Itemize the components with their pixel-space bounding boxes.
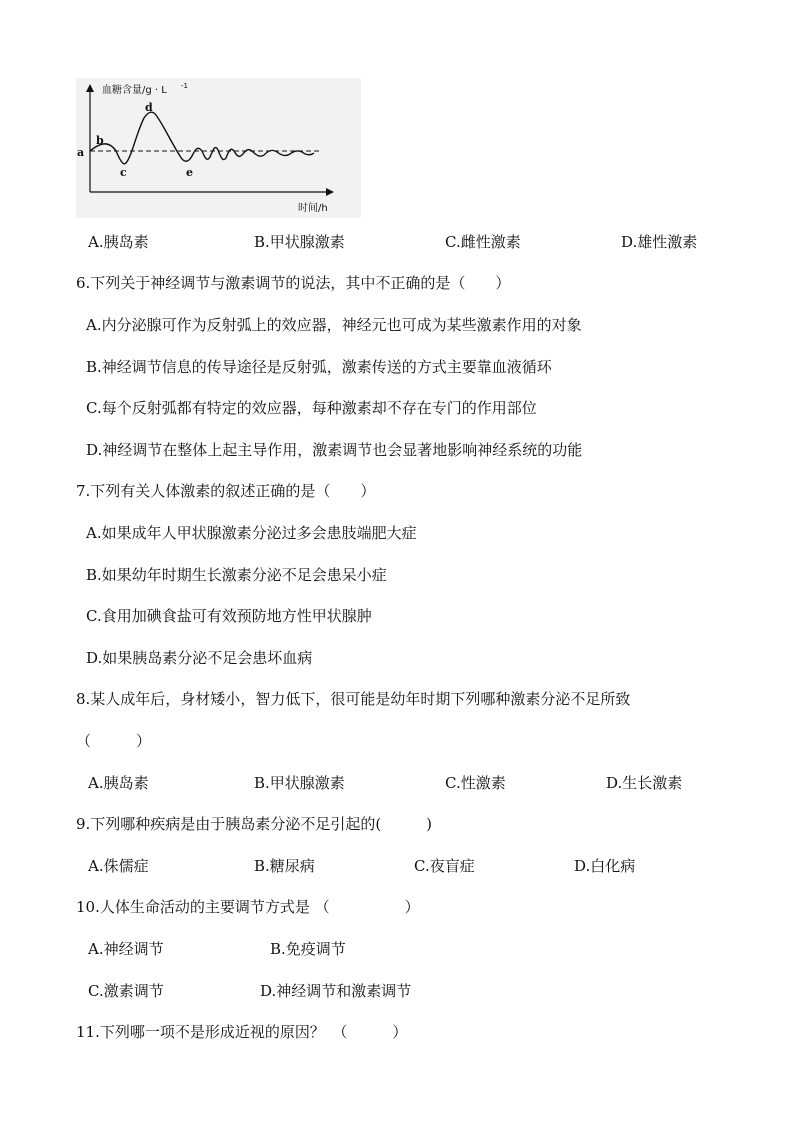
q10-option-d: D.神经调节和激素调节 xyxy=(260,982,412,1000)
q11-stem: 11.下列哪一项不是形成近视的原因？ （ ） xyxy=(76,1023,408,1041)
q5-option-d: D.雄性激素 xyxy=(621,233,698,251)
q8-option-d: D.生长激素 xyxy=(606,774,683,792)
y-axis-label: 血糖含量/g · L xyxy=(102,85,167,96)
q9-option-a: A.侏儒症 xyxy=(88,857,149,875)
q7-stem: 7.下列有关人体激素的叙述正确的是（ ） xyxy=(76,482,376,500)
q6-stem: 6.下列关于神经调节与激素调节的说法，其中不正确的是（ ） xyxy=(76,274,511,292)
y-axis-arrow-icon xyxy=(86,84,94,92)
q8-option-c: C.性激素 xyxy=(445,774,506,792)
q6-option-b: B.神经调节信息的传导途径是反射弧，激素传送的方式主要靠血液循环 xyxy=(86,358,552,376)
q6-option-a: A.内分泌腺可作为反射弧上的效应器，神经元也可成为某些激素作用的对象 xyxy=(86,316,582,334)
blood-sugar-curve xyxy=(90,112,314,164)
q8-option-b: B.甲状腺激素 xyxy=(254,774,345,792)
q7-option-a: A.如果成年人甲状腺激素分泌过多会患肢端肥大症 xyxy=(86,524,417,542)
point-label-c: c xyxy=(120,166,127,179)
q8-option-a: A.胰岛素 xyxy=(88,774,149,792)
q8-stem: 8.某人成年后，身材矮小，智力低下，很可能是幼年时期下列哪种激素分泌不足所致 xyxy=(76,690,631,708)
q9-stem: 9.下列哪种疾病是由于胰岛素分泌不足引起的( ) xyxy=(76,815,433,833)
x-axis-label: 时间/h xyxy=(298,203,328,214)
q10-option-c: C.激素调节 xyxy=(88,982,164,1000)
q9-option-b: B.糖尿病 xyxy=(254,857,315,875)
blood-sugar-figure xyxy=(76,78,361,218)
point-label-e: e xyxy=(186,166,193,179)
point-label-d: d xyxy=(145,101,153,114)
q10-stem: 10.人体生命活动的主要调节方式是 （ ） xyxy=(76,898,420,916)
y-axis-label-sup: -1 xyxy=(181,82,188,90)
point-label-b: b xyxy=(96,134,104,147)
q7-option-c: C.食用加碘食盐可有效预防地方性甲状腺肿 xyxy=(86,607,372,625)
q10-option-a: A.神经调节 xyxy=(88,940,164,958)
q8-stem-continuation: （ ） xyxy=(76,732,152,750)
q5-option-b: B.甲状腺激素 xyxy=(254,233,345,251)
q6-option-d: D.神经调节在整体上起主导作用，激素调节也会显著地影响神经系统的功能 xyxy=(86,441,583,459)
q5-option-c: C.雌性激素 xyxy=(445,233,521,251)
q7-option-b: B.如果幼年时期生长激素分泌不足会患呆小症 xyxy=(86,566,387,584)
q10-option-b: B.免疫调节 xyxy=(270,940,346,958)
x-axis-arrow-icon xyxy=(326,188,334,196)
q7-option-d: D.如果胰岛素分泌不足会患坏血病 xyxy=(86,649,313,667)
q9-option-d: D.白化病 xyxy=(574,857,636,875)
blood-sugar-curve-chart xyxy=(76,78,361,218)
q5-option-a: A.胰岛素 xyxy=(88,233,149,251)
q9-option-c: C.夜盲症 xyxy=(414,857,475,875)
point-label-a: a xyxy=(77,146,85,159)
q6-option-c: C.每个反射弧都有特定的效应器，每种激素却不存在专门的作用部位 xyxy=(86,399,537,417)
